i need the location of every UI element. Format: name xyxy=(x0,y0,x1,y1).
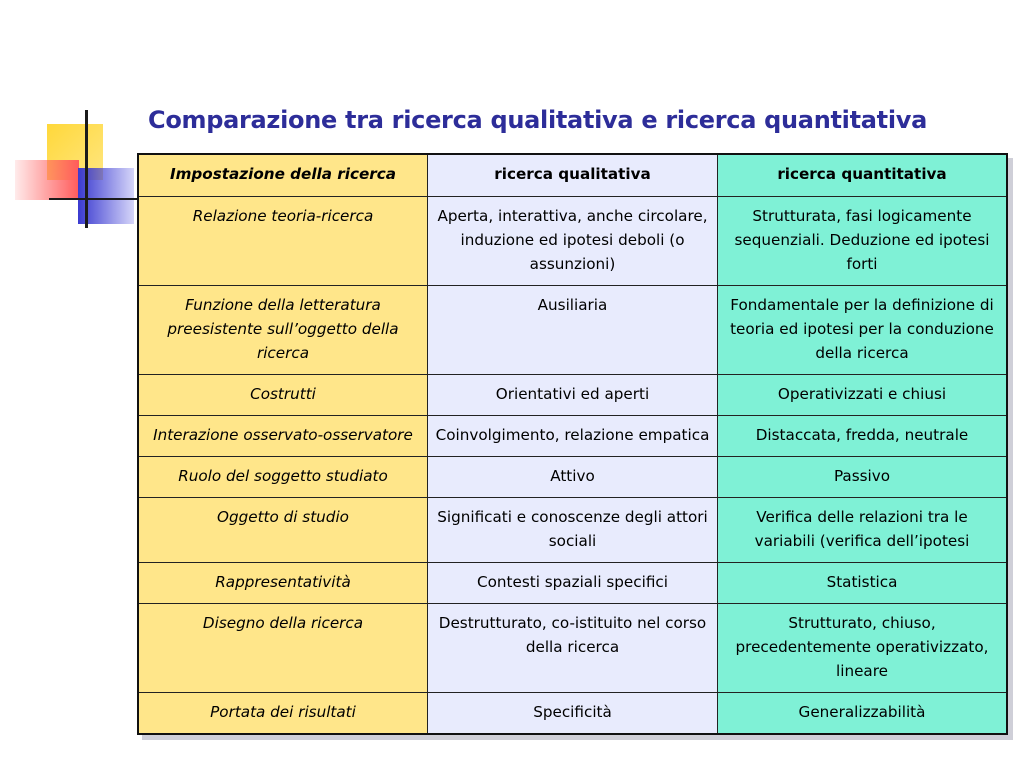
quantitative-cell: Distaccata, fredda, neutrale xyxy=(718,416,1008,457)
row-label: Interazione osservato-osservatore xyxy=(138,416,428,457)
table-row xyxy=(138,375,1007,416)
qualitative-cell: Coinvolgimento, relazione empatica xyxy=(428,416,718,457)
table-header-row xyxy=(138,154,1007,197)
qualitative-cell: Aperta, interattiva, anche circolare, induzione ed ipotesi deboli (o assunzioni) xyxy=(428,197,718,286)
table-row xyxy=(138,416,1007,457)
qualitative-cell: Specificità xyxy=(428,693,718,735)
quantitative-cell: Statistica xyxy=(718,563,1008,604)
row-label: Disegno della ricerca xyxy=(138,604,428,693)
table-row xyxy=(138,563,1007,604)
row-label: Rappresentatività xyxy=(138,563,428,604)
table-row xyxy=(138,498,1007,563)
quantitative-cell: Fondamentale per la definizione di teoria ed ipotesi per la conduzione della ricerca xyxy=(718,286,1008,375)
table-row xyxy=(138,197,1007,286)
decor-red-bar xyxy=(15,160,79,200)
quantitative-cell: Passivo xyxy=(718,457,1008,498)
qualitative-cell: Orientativi ed aperti xyxy=(428,375,718,416)
table-row xyxy=(138,286,1007,375)
qualitative-cell: Significati e conoscenze degli attori sociali xyxy=(428,498,718,563)
row-label: Costrutti xyxy=(138,375,428,416)
quantitative-cell: Strutturato, chiuso, precedentemente operativizzato, lineare xyxy=(718,604,1008,693)
comparison-table xyxy=(137,153,1008,735)
slide-title: Comparazione tra ricerca qualitativa e ricerca quantitativa xyxy=(148,106,927,134)
row-label: Oggetto di studio xyxy=(138,498,428,563)
table-row xyxy=(138,604,1007,693)
qualitative-cell: Ausiliaria xyxy=(428,286,718,375)
row-label: Relazione teoria-ricerca xyxy=(138,197,428,286)
table-row xyxy=(138,457,1007,498)
qualitative-cell: Contesti spaziali specifici xyxy=(428,563,718,604)
row-label: Funzione della letteratura preesistente sull’oggetto della ricerca xyxy=(138,286,428,375)
quantitative-cell: Generalizzabilità xyxy=(718,693,1008,735)
qualitative-cell: Attivo xyxy=(428,457,718,498)
quantitative-cell: Operativizzati e chiusi xyxy=(718,375,1008,416)
header-impostazione: Impostazione della ricerca xyxy=(138,154,428,197)
qualitative-cell: Destrutturato, co-istituito nel corso della ricerca xyxy=(428,604,718,693)
quantitative-cell: Verifica delle relazioni tra le variabili (verifica dell’ipotesi xyxy=(718,498,1008,563)
header-quantitativa: ricerca quantitativa xyxy=(718,154,1008,197)
decor-horizontal-line xyxy=(49,198,137,200)
decor-vertical-line xyxy=(85,110,88,228)
row-label: Portata dei risultati xyxy=(138,693,428,735)
header-qualitativa: ricerca qualitativa xyxy=(428,154,718,197)
row-label: Ruolo del soggetto studiato xyxy=(138,457,428,498)
table-row xyxy=(138,693,1007,735)
quantitative-cell: Strutturata, fasi logicamente sequenziali. Deduzione ed ipotesi forti xyxy=(718,197,1008,286)
